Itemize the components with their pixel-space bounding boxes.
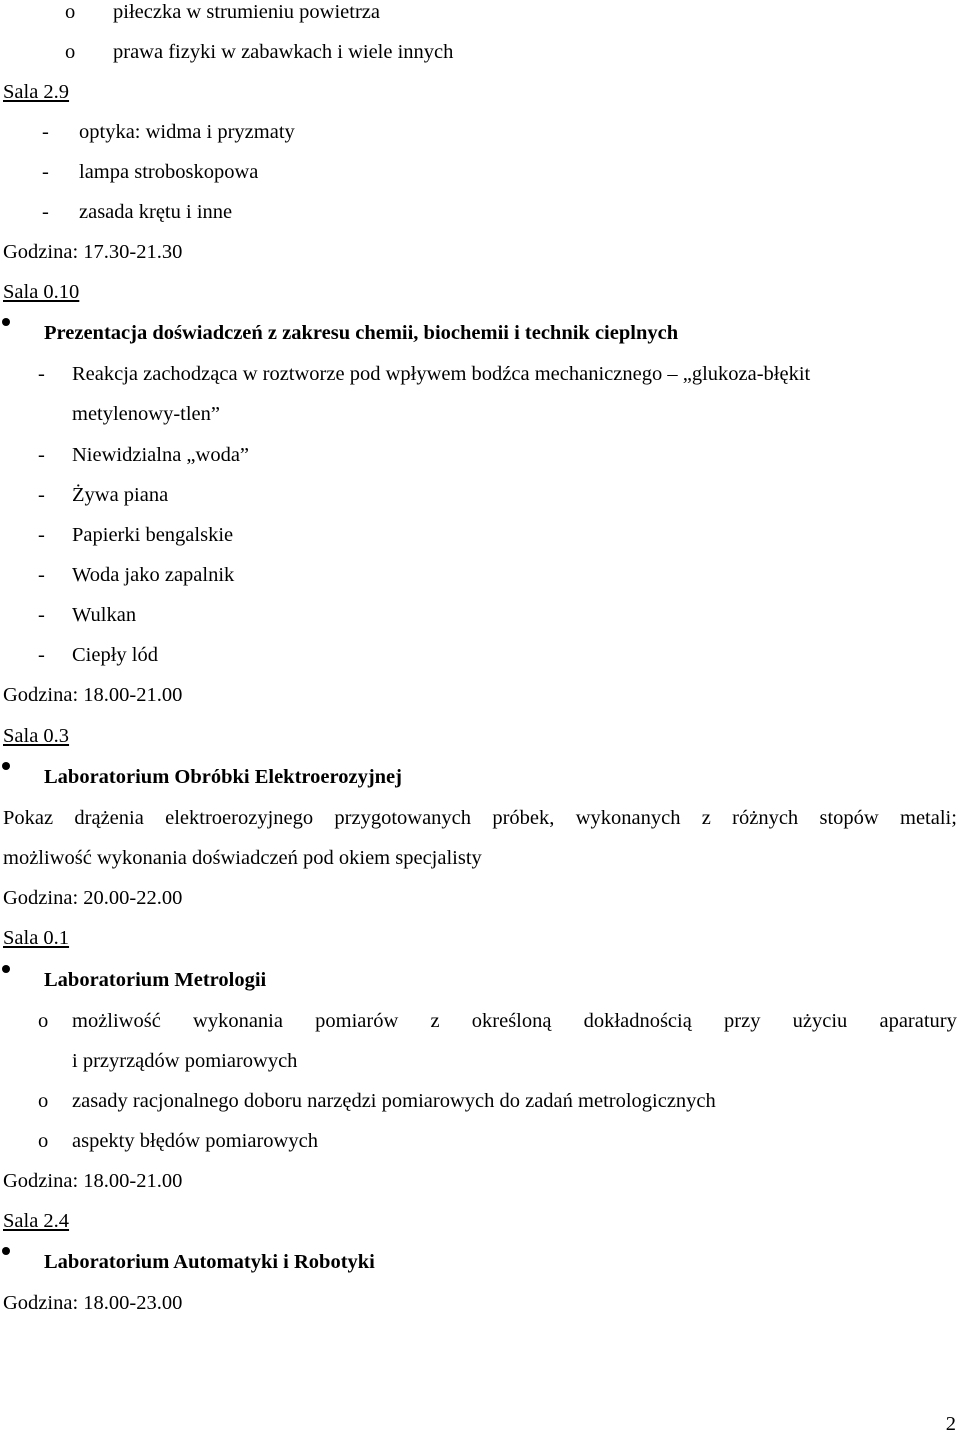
list-item-text: metylenowy-tlen” [72,403,221,425]
word: wykonania [193,1010,283,1032]
hours-text: Godzina: 18.00-23.00 [3,1292,183,1314]
list-marker: - [38,444,45,466]
room-heading [0,721,960,751]
section-title-text: Laboratorium Metrologii [44,969,267,991]
room-label: Sala 0.3 [3,725,70,747]
list-marker: - [42,201,49,223]
room-label: Sala 0.10 [3,281,80,303]
hours-text: Godzina: 17.30-21.30 [3,241,183,263]
hours-text: Godzina: 18.00-21.00 [3,1170,183,1192]
description-line [0,803,960,833]
section-title [0,1247,960,1277]
word: próbek, [492,807,555,829]
list-item-text [72,1006,957,1036]
list-marker: o [65,41,76,63]
list-marker: o [38,1090,49,1112]
room-label: Sala 2.9 [3,81,70,103]
list-item [0,399,960,429]
room-heading [0,277,960,307]
list-item-text: Ciepły lód [72,644,158,666]
word: wykonanych [575,807,681,829]
word: przygotowanych [334,807,472,829]
list-item [0,1126,960,1156]
word: Pokaz [3,807,54,829]
hours [0,1166,960,1196]
page-number-text: 2 [945,1413,956,1435]
list-item [0,197,960,227]
word: z [701,807,711,829]
bullet-icon [2,318,10,326]
list-marker: - [38,524,45,546]
word: pomiarów [315,1010,399,1032]
hours-text: Godzina: 20.00-22.00 [3,887,183,909]
word: przy [724,1010,761,1032]
room-label: Sala 2.4 [3,1210,70,1232]
description-line [0,843,960,873]
word: z [430,1010,440,1032]
hours [0,1288,960,1318]
list-item [0,480,960,510]
word: metali; [900,807,957,829]
description-text: możliwość wykonania doświadczeń pod okiem specjalisty [3,847,482,869]
list-item [0,37,960,67]
word: elektroerozyjnego [165,807,314,829]
list-item-text: aspekty błędów pomiarowych [72,1130,318,1152]
list-item-text: Żywa piana [72,484,169,506]
word: aparatury [879,1010,957,1032]
room-heading [0,77,960,107]
list-marker: - [42,121,49,143]
list-marker: - [38,644,45,666]
list-item-text: optyka: widma i pryzmaty [79,121,295,143]
word: stopów [819,807,879,829]
section-title [0,762,960,792]
list-item [0,117,960,147]
list-item [0,1046,960,1076]
list-item [0,157,960,187]
bullet-icon [2,1247,10,1255]
list-item-text: i przyrządów pomiarowych [72,1050,298,1072]
list-item [0,640,960,670]
hours [0,680,960,710]
room-heading [0,1206,960,1236]
list-marker: o [38,1010,49,1032]
list-item-text: Woda jako zapalnik [72,564,235,586]
list-item-text: lampa stroboskopowa [79,161,259,183]
list-item [0,520,960,550]
hours [0,883,960,913]
list-marker: - [42,161,49,183]
list-marker: - [38,363,45,385]
description-text [3,803,957,833]
bullet-icon [2,965,10,973]
list-marker: - [38,604,45,626]
list-item [0,560,960,590]
section-title [0,965,960,995]
word: drążenia [74,807,144,829]
list-item-text: zasady racjonalnego doboru narzędzi pomiarowych do zadań metrologicznych [72,1090,716,1112]
list-item-text: Niewidzialna „woda” [72,444,250,466]
list-item-text: piłeczka w strumieniu powietrza [113,1,380,23]
list-item [0,600,960,630]
section-title-text: Prezentacja doświadczeń z zakresu chemii, biochemii i technik cieplnych [44,322,679,344]
word: użyciu [792,1010,848,1032]
list-item [0,0,960,27]
word: określoną [471,1010,552,1032]
hours [0,237,960,267]
list-item-text: Papierki bengalskie [72,524,234,546]
list-item-text: zasada krętu i inne [79,201,233,223]
word: możliwość [72,1010,161,1032]
list-item-text: prawa fizyki w zabawkach i wiele innych [113,41,454,63]
list-item-text: Wulkan [72,604,137,626]
list-marker: - [38,564,45,586]
list-marker: - [38,484,45,506]
section-title-text: Laboratorium Automatyki i Robotyki [44,1251,375,1273]
list-item-text: Reakcja zachodząca w roztworze pod wpływem bodźca mechanicznego – „glukoza-błękit [72,363,811,385]
list-item [0,440,960,470]
list-marker: o [65,1,76,23]
section-title-text: Laboratorium Obróbki Elektroerozyjnej [44,766,402,788]
bullet-icon [2,762,10,770]
list-marker: o [38,1130,49,1152]
page-number [0,1409,960,1439]
hours-text: Godzina: 18.00-21.00 [3,684,183,706]
room-label: Sala 0.1 [3,927,70,949]
section-title [0,318,960,348]
word: dokładnością [583,1010,692,1032]
room-heading [0,923,960,953]
word: różnych [732,807,799,829]
list-item [0,359,960,389]
list-item [0,1006,960,1036]
list-item [0,1086,960,1116]
